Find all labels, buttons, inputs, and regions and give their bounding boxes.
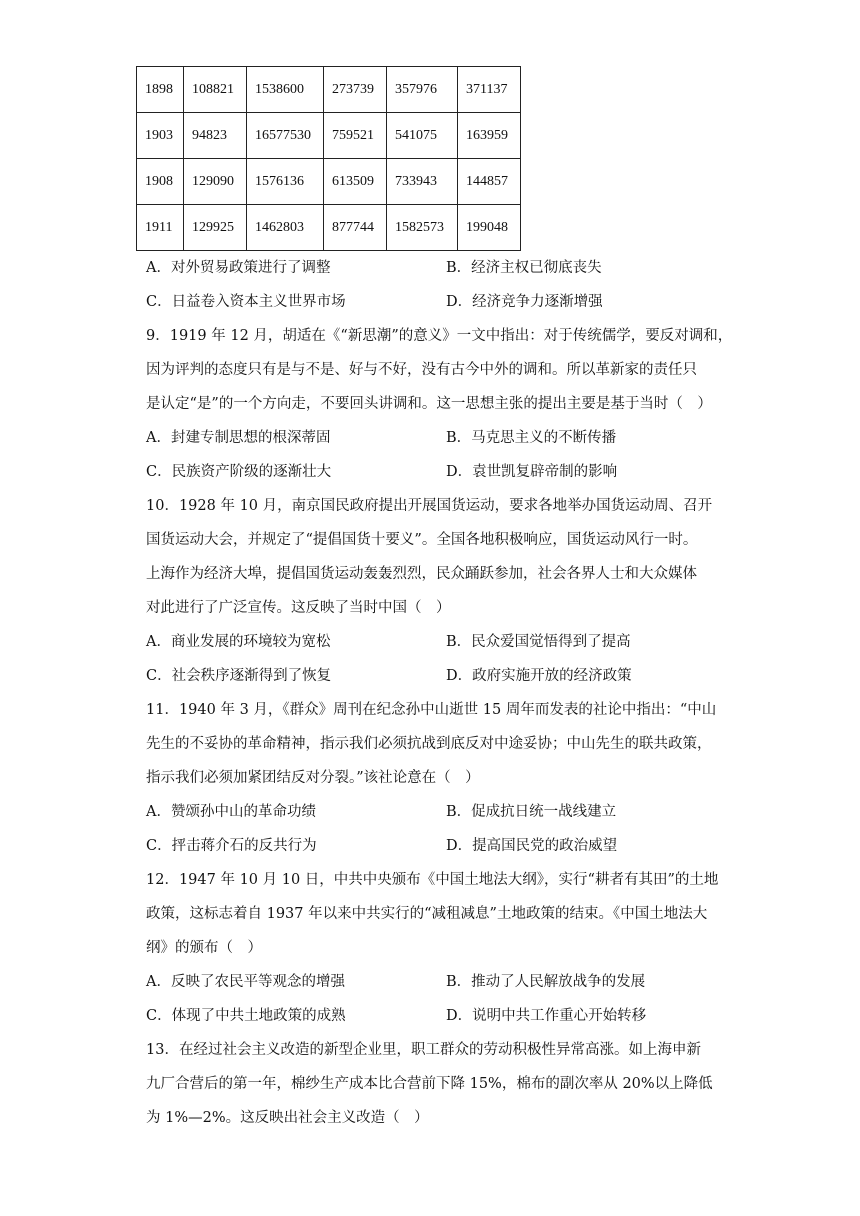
table-cell: 357976 <box>387 67 458 113</box>
table-cell: 759521 <box>324 113 387 159</box>
q10-option-b: B．民众爱国觉悟得到了提高 <box>446 634 631 650</box>
q10-stem-line: 上海作为经济大埠，提倡国货运动轰轰烈烈，民众踊跃参加，社会各界人士和大众媒体 <box>146 566 697 582</box>
table-cell: 733943 <box>387 159 458 205</box>
q11-stem-line: 先生的不妥协的革命精神，指示我们必须抗战到底反对中途妥协；中山先生的联共政策， <box>146 736 712 752</box>
data-table <box>136 66 521 251</box>
table-cell: 1582573 <box>387 205 458 251</box>
table-cell: 144857 <box>458 159 521 205</box>
q11-option-d: D．提高国民党的政治威望 <box>446 838 618 854</box>
table-cell: 1462803 <box>247 205 324 251</box>
table-cell: 371137 <box>458 67 521 113</box>
table-cell: 129090 <box>184 159 247 205</box>
q8-option-c: C．日益卷入资本主义世界市场 <box>146 294 346 310</box>
table-cell: 108821 <box>184 67 247 113</box>
table-cell: 94823 <box>184 113 247 159</box>
q10-option-a: A．商业发展的环境较为宽松 <box>146 634 331 650</box>
q12-stem-line: 12．1947 年 10 月 10 日，中共中央颁布《中国土地法大纲》，实行“耕者有其田”的土地 <box>146 872 719 888</box>
q9-stem-line: 是认定“是”的一个方向走，不要回头讲调和。这一思想主张的提出主要是基于当时（ ） <box>146 396 712 412</box>
table-cell: 16577530 <box>247 113 324 159</box>
q10-option-c: C．社会秩序逐渐得到了恢复 <box>146 668 332 684</box>
q13-stem-line: 13．在经过社会主义改造的新型企业里，职工群众的劳动积极性异常高涨。如上海申新 <box>146 1042 701 1058</box>
q11-option-a: A．赞颂孙中山的革命功绩 <box>146 804 316 820</box>
table-cell: 199048 <box>458 205 521 251</box>
q11-option-b: B．促成抗日统一战线建立 <box>446 804 617 820</box>
table-cell: 1576136 <box>247 159 324 205</box>
table-cell: 1908 <box>137 159 184 205</box>
q9-stem-line: 因为评判的态度只有是与不是、好与不好，没有古今中外的调和。所以革新家的责任只 <box>146 362 697 378</box>
q9-option-a: A．封建专制思想的根深蒂固 <box>146 430 331 446</box>
table-cell: 613509 <box>324 159 387 205</box>
table-row <box>137 113 521 159</box>
q12-stem-line: 纲》的颁布（ ） <box>146 940 262 956</box>
q13-stem-line: 为 1%—2%。这反映出社会主义改造（ ） <box>146 1110 429 1126</box>
table-cell: 273739 <box>324 67 387 113</box>
table-cell: 1898 <box>137 67 184 113</box>
table-cell: 1538600 <box>247 67 324 113</box>
q9-option-c: C．民族资产阶级的逐渐壮大 <box>146 464 332 480</box>
table-row <box>137 159 521 205</box>
table-cell: 877744 <box>324 205 387 251</box>
q9-option-b: B．马克思主义的不断传播 <box>446 430 617 446</box>
q12-option-a: A．反映了农民平等观念的增强 <box>146 974 345 990</box>
q10-stem-line: 10．1928 年 10 月，南京国民政府提出开展国货运动，要求各地举办国货运动周、召开 <box>146 498 713 514</box>
table-row <box>137 67 521 113</box>
q10-stem-line: 国货运动大会，并规定了“提倡国货十要义”。全国各地积极响应，国货运动风行一时。 <box>146 532 698 548</box>
q12-option-c: C．体现了中共土地政策的成熟 <box>146 1008 346 1024</box>
table-cell: 541075 <box>387 113 458 159</box>
q9-option-d: D．袁世凯复辟帝制的影响 <box>446 464 618 480</box>
q8-option-b: B．经济主权已彻底丧失 <box>446 260 602 276</box>
q10-option-d: D．政府实施开放的经济政策 <box>446 668 632 684</box>
q13-stem-line: 九厂合营后的第一年，棉纱生产成本比合营前下降 15%，棉布的副次率从 20%以上降低 <box>146 1076 713 1092</box>
q9-stem-line: 9．1919 年 12 月，胡适在《“新思潮”的意义》一文中指出：对于传统儒学，要反对调和， <box>146 328 733 344</box>
q10-stem-line: 对此进行了广泛宣传。这反映了当时中国（ ） <box>146 600 451 616</box>
table-cell: 163959 <box>458 113 521 159</box>
q11-stem-line: 11．1940 年 3 月，《群众》周刊在纪念孙中山逝世 15 周年而发表的社论中指出：“中山 <box>146 702 717 718</box>
q8-option-a: A．对外贸易政策进行了调整 <box>146 260 331 276</box>
q12-stem-line: 政策，这标志着自 1937 年以来中共实行的“减租减息”土地政策的结束。《中国土地法大 <box>146 906 708 922</box>
q8-option-d: D．经济竞争力逐渐增强 <box>446 294 603 310</box>
table-cell: 129925 <box>184 205 247 251</box>
q12-option-d: D．说明中共工作重心开始转移 <box>446 1008 647 1024</box>
q11-option-c: C．抨击蒋介石的反共行为 <box>146 838 317 854</box>
table-row <box>137 205 521 251</box>
table-cell: 1903 <box>137 113 184 159</box>
table-cell: 1911 <box>137 205 184 251</box>
q11-stem-line: 指示我们必须加紧团结反对分裂。”该社论意在（ ） <box>146 770 480 786</box>
q12-option-b: B．推动了人民解放战争的发展 <box>446 974 646 990</box>
